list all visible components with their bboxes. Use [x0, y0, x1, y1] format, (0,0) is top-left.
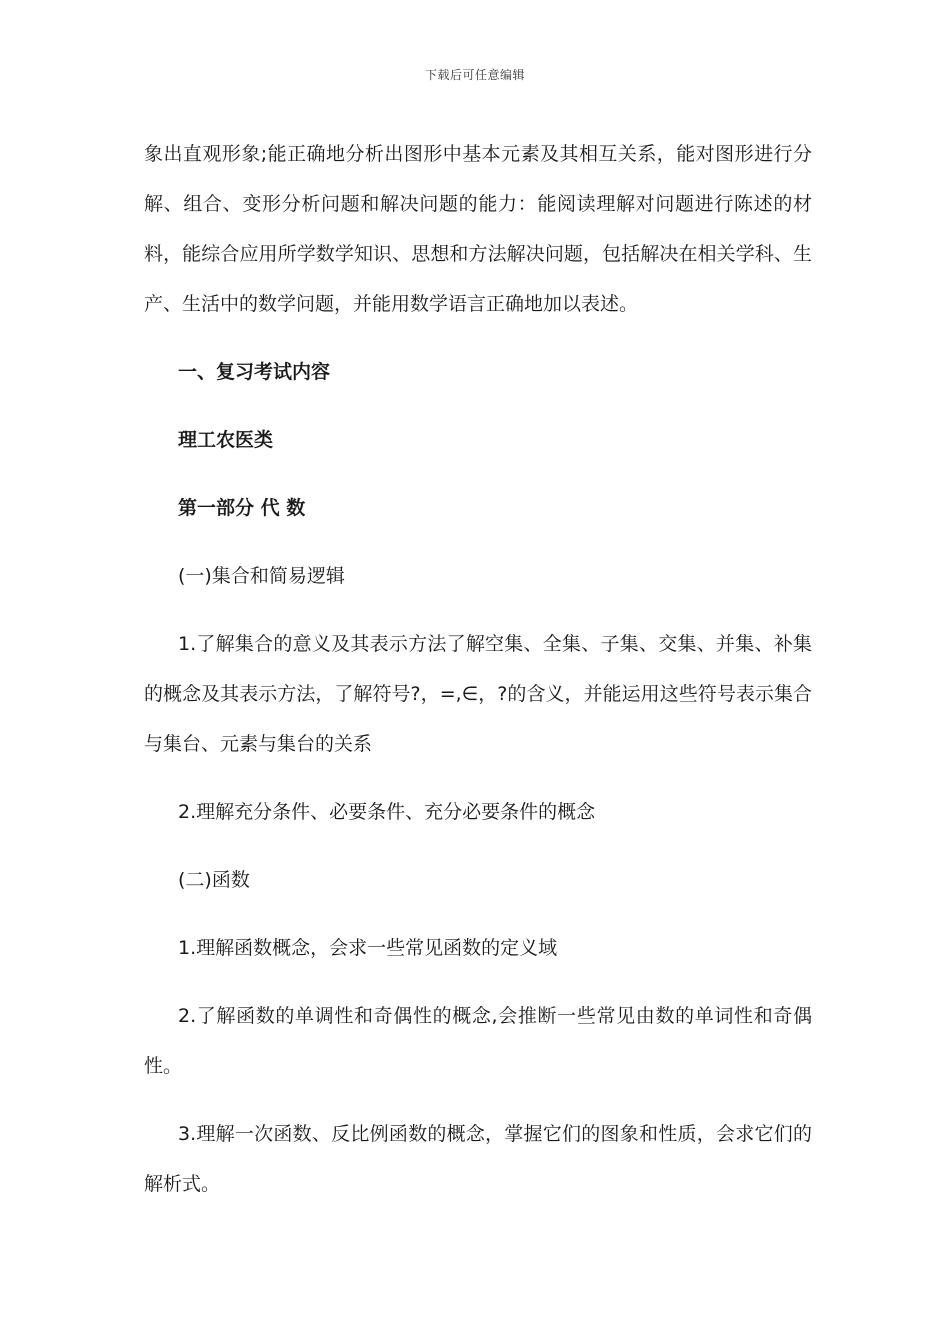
- document-body: [144, 129, 812, 1227]
- list-item: 1.理解函数概念，会求一些常见函数的定义域: [178, 937, 558, 959]
- list-item: 1.了解集合的意义及其表示方法了解空集、全集、子集、交集、并集、补集的概念及其表示方法，了解符号?，=,∈，?的含义，并能运用这些符号表示集合与集台、元素与集台的关系: [144, 633, 812, 755]
- body-paragraph: 象出直观形象;能正确地分析出图形中基本元素及其相互关系，能对图形进行分解、组合、变形分析问题和解决问题的能力：能阅读理解对问题进行陈述的材料，能综合应用所学数学知识、思想和方法解决问题，包括解决在相关学科、生产、生活中的数学问题，并能用数学语言正确地加以表述。: [144, 143, 812, 315]
- list-item: 2.理解充分条件、必要条件、充分必要条件的概念: [178, 801, 596, 823]
- page-header: 下载后可任意编辑: [424, 68, 525, 82]
- subsection-heading: (二)函数: [178, 869, 250, 891]
- part-heading: 第一部分 代 数: [178, 497, 306, 519]
- list-item: 2.了解函数的单调性和奇偶性的概念,会推断一些常见由数的单词性和奇偶性。: [144, 1005, 812, 1077]
- subsection-heading: (一)集合和简易逻辑: [178, 565, 345, 587]
- list-item: 3.理解一次函数、反比例函数的概念，掌握它们的图象和性质，会求它们的解析式。: [144, 1123, 812, 1195]
- section-heading: 一、复习考试内容: [178, 361, 331, 383]
- category-heading: 理工农医类: [178, 429, 274, 451]
